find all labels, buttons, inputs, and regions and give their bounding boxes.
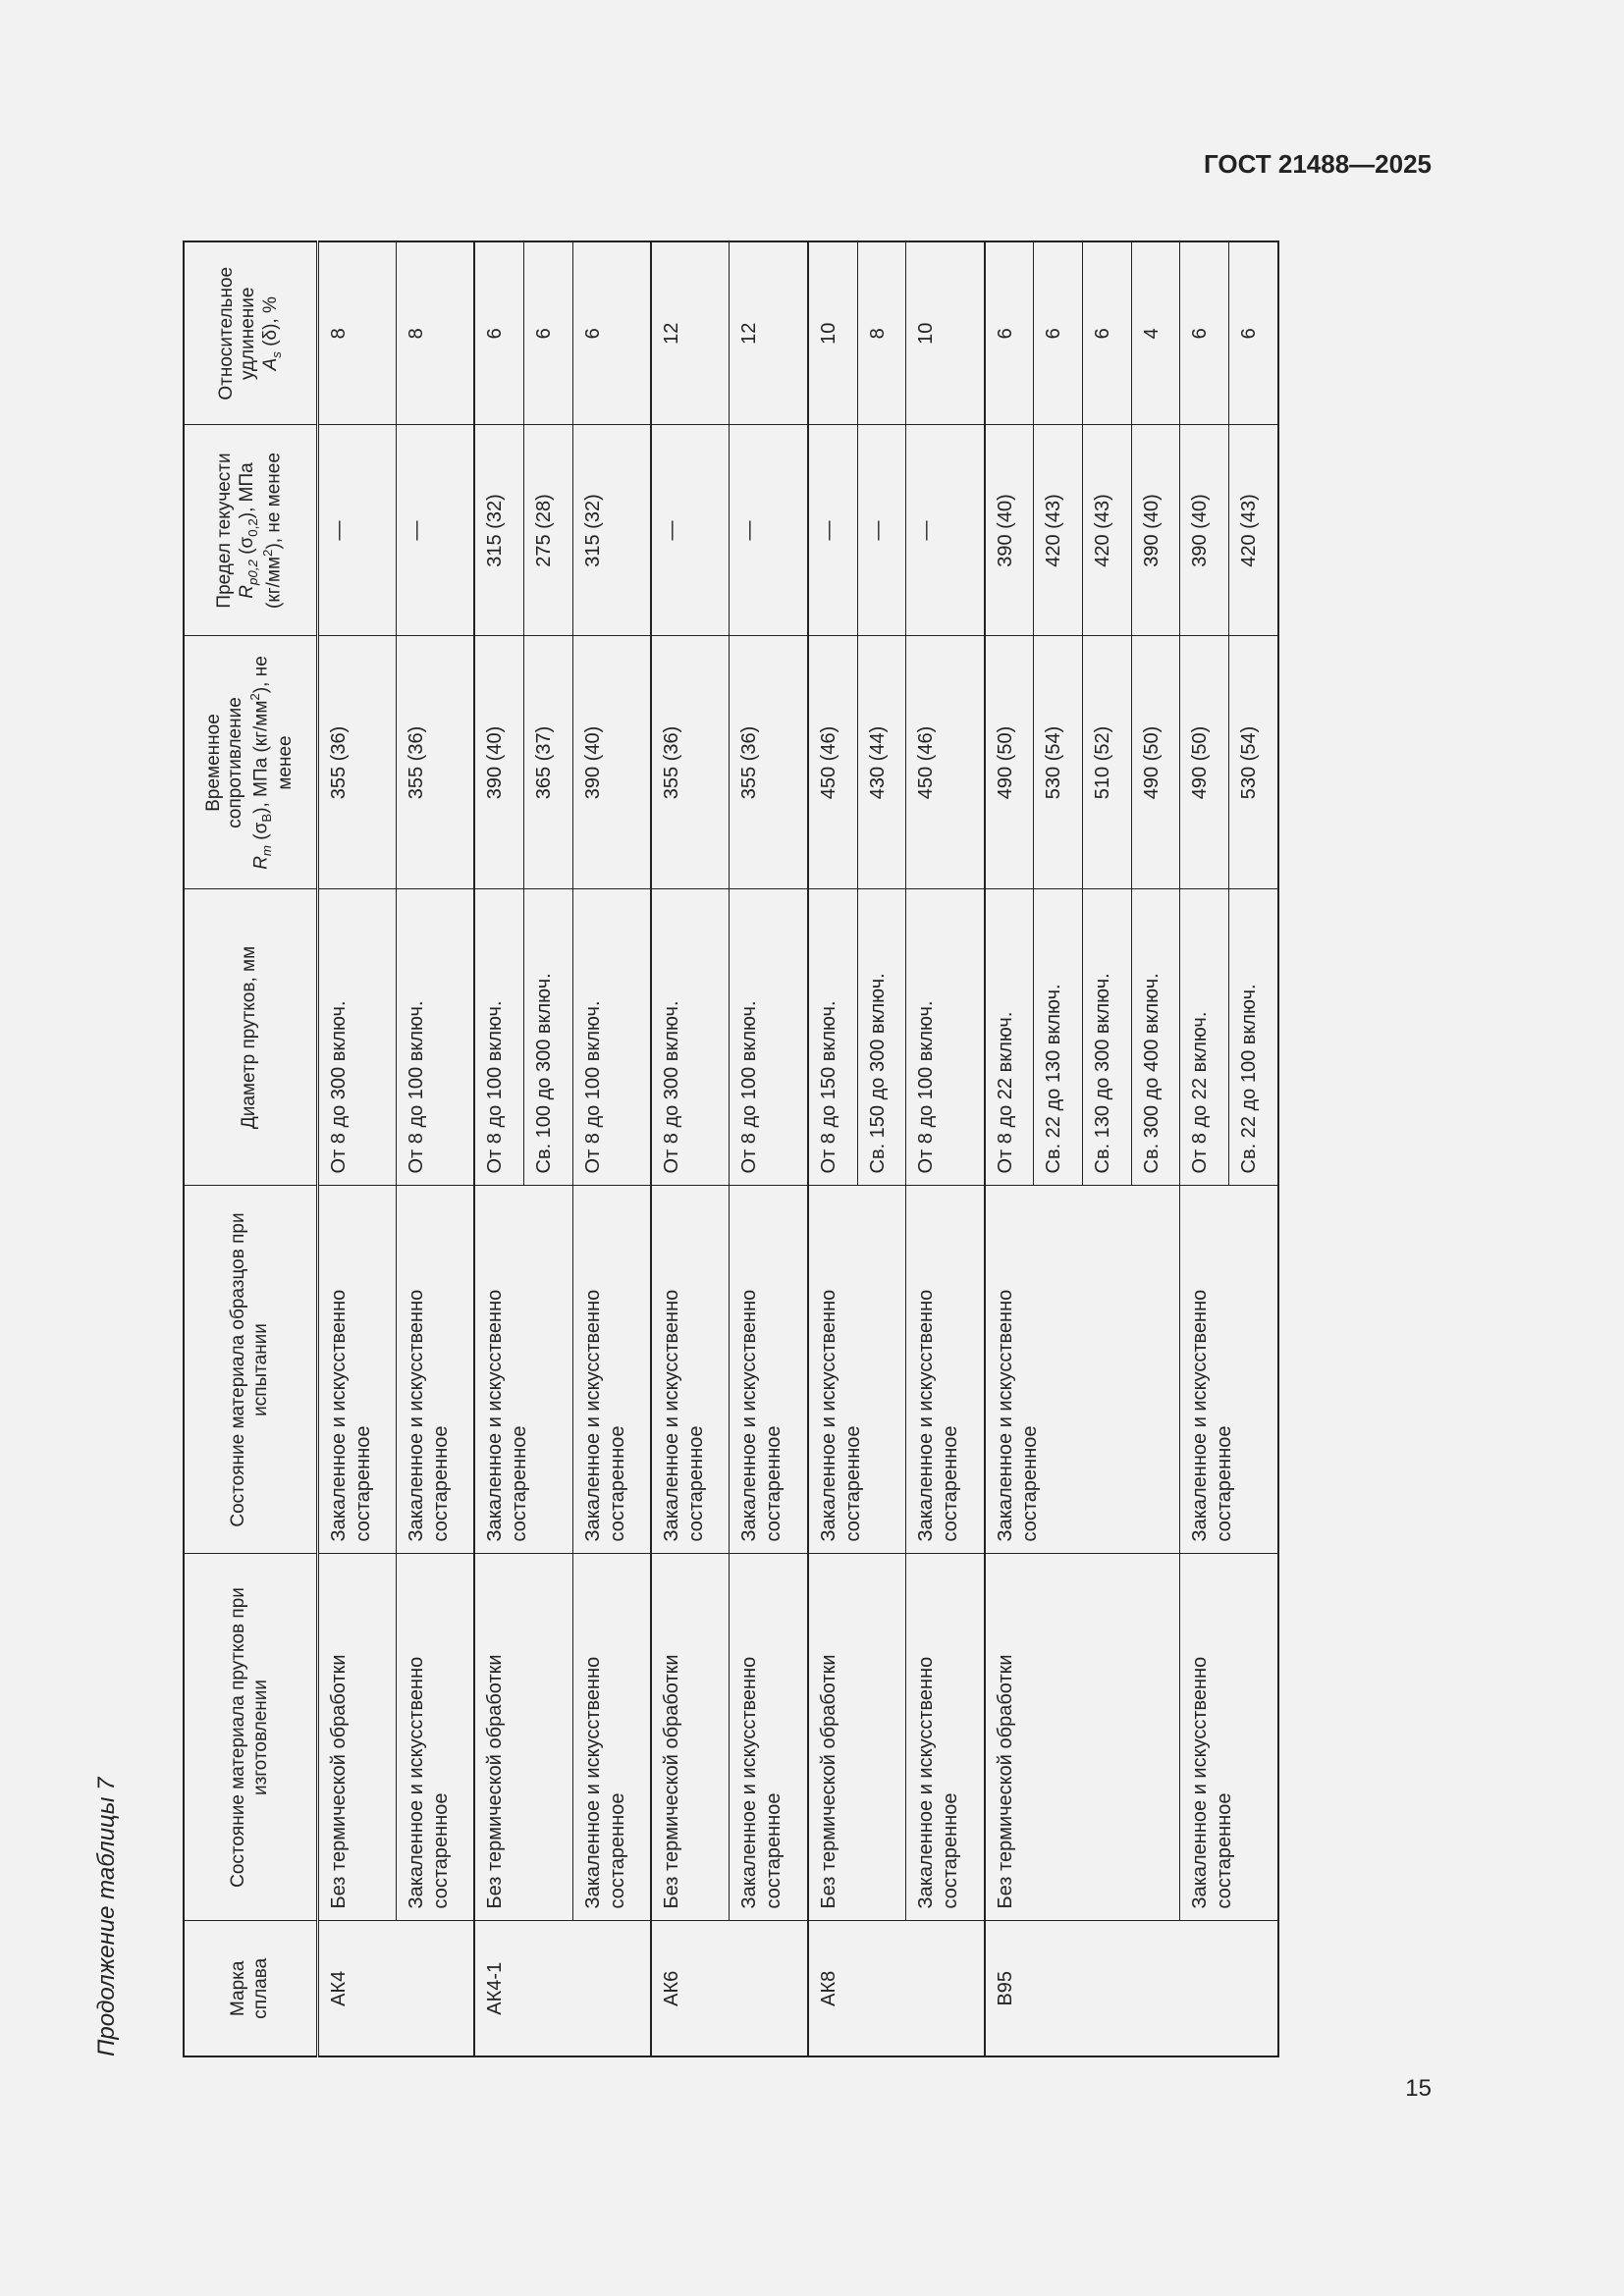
diameter-cell: От 8 до 150 включ.: [808, 889, 857, 1186]
table-row: [730, 241, 808, 2056]
yield-cell: —: [808, 425, 857, 636]
strength-cell: 390 (40): [572, 636, 651, 889]
header-tensile-strength: Временное сопротивление $R_m$ $(\sigma_B)$, МПа $(кг/мм^2)$, не менее: [184, 636, 317, 889]
strength-cell: 510 (52): [1083, 636, 1132, 889]
state-test-cell: Закаленное и искусственно состаренное: [985, 1186, 1180, 1554]
yield-cell: 390 (40): [1180, 425, 1229, 636]
elongation-cell: 6: [1180, 241, 1229, 425]
diameter-cell: От 8 до 100 включ.: [572, 889, 651, 1186]
strength-cell: 450 (46): [906, 636, 985, 889]
diameter-cell: От 8 до 300 включ.: [651, 889, 730, 1186]
table-caption: Продолжение таблицы 7: [93, 1777, 120, 2056]
table-row: [808, 241, 857, 2056]
elongation-cell: 10: [808, 241, 857, 425]
state-test-cell: Закаленное и искусственно состаренное: [396, 1186, 474, 1554]
state-test-cell: Закаленное и искусственно состаренное: [572, 1186, 651, 1554]
header-grade: Марка сплава: [184, 1921, 317, 2056]
state-manufacture-cell: Без термической обработки: [651, 1554, 730, 1921]
yield-cell: 315 (32): [474, 425, 523, 636]
diameter-cell: От 8 до 100 включ.: [730, 889, 808, 1186]
table-row: [396, 241, 474, 2056]
diameter-cell: От 8 до 22 включ.: [1180, 889, 1229, 1186]
elongation-cell: 6: [985, 241, 1034, 425]
table-row: [651, 241, 730, 2056]
strength-cell: 355 (36): [730, 636, 808, 889]
elongation-cell: 8: [857, 241, 906, 425]
grade-cell: АК4-1: [474, 1921, 651, 2056]
properties-table: [183, 240, 1279, 2057]
diameter-cell: Св. 100 до 300 включ.: [524, 889, 573, 1186]
header-diameter: Диаметр прутков, мм: [184, 889, 317, 1186]
yield-cell: 275 (28): [524, 425, 573, 636]
state-test-cell: Закаленное и искусственно состаренное: [906, 1186, 985, 1554]
strength-cell: 490 (50): [985, 636, 1034, 889]
strength-cell: 490 (50): [1180, 636, 1229, 889]
header-state-manufacture: Состояние материала прутков при изготовлении: [184, 1554, 317, 1921]
rotated-table-container: [183, 242, 1279, 2057]
yield-cell: 420 (43): [1229, 425, 1278, 636]
diameter-cell: От 8 до 300 включ.: [317, 889, 396, 1186]
strength-cell: 355 (36): [651, 636, 730, 889]
state-manufacture-cell: Без термической обработки: [317, 1554, 396, 1921]
state-test-cell: Закаленное и искусственно состаренное: [651, 1186, 730, 1554]
elongation-cell: 10: [906, 241, 985, 425]
state-test-cell: Закаленное и искусственно состаренное: [317, 1186, 396, 1554]
diameter-cell: От 8 до 100 включ.: [906, 889, 985, 1186]
header-elongation: Относительное удлинение $A_s$ (δ), %: [184, 241, 317, 425]
elongation-cell: 8: [317, 241, 396, 425]
diameter-cell: От 8 до 22 включ.: [985, 889, 1034, 1186]
elongation-cell: 12: [651, 241, 730, 425]
diameter-cell: От 8 до 100 включ.: [396, 889, 474, 1186]
strength-cell: 530 (54): [1229, 636, 1278, 889]
strength-cell: 355 (36): [317, 636, 396, 889]
table-row: [906, 241, 985, 2056]
state-test-cell: Закаленное и искусственно состаренное: [1180, 1186, 1278, 1554]
diameter-cell: От 8 до 100 включ.: [474, 889, 523, 1186]
strength-cell: 390 (40): [474, 636, 523, 889]
state-test-cell: Закаленное и искусственно состаренное: [474, 1186, 572, 1554]
state-manufacture-cell: Закаленное и искусственно состаренное: [396, 1554, 474, 1921]
diameter-cell: Св. 300 до 400 включ.: [1131, 889, 1180, 1186]
strength-cell: 530 (54): [1034, 636, 1083, 889]
yield-cell: 390 (40): [1131, 425, 1180, 636]
diameter-cell: Св. 150 до 300 включ.: [857, 889, 906, 1186]
header-state-test: Состояние материала образцов при испытании: [184, 1186, 317, 1554]
elongation-cell: 6: [1083, 241, 1132, 425]
yield-cell: 315 (32): [572, 425, 651, 636]
state-manufacture-cell: Закаленное и искусственно состаренное: [572, 1554, 651, 1921]
strength-cell: 355 (36): [396, 636, 474, 889]
diameter-cell: Св. 130 до 300 включ.: [1083, 889, 1132, 1186]
yield-cell: —: [857, 425, 906, 636]
state-manufacture-cell: Без термической обработки: [474, 1554, 572, 1921]
diameter-cell: Св. 22 до 100 включ.: [1229, 889, 1278, 1186]
grade-cell: АК8: [808, 1921, 985, 2056]
yield-cell: —: [396, 425, 474, 636]
diameter-cell: Св. 22 до 130 включ.: [1034, 889, 1083, 1186]
yield-cell: —: [651, 425, 730, 636]
state-manufacture-cell: Без термической обработки: [985, 1554, 1180, 1921]
strength-cell: 450 (46): [808, 636, 857, 889]
yield-cell: —: [317, 425, 396, 636]
table-row: [474, 241, 523, 2056]
state-manufacture-cell: Без термической обработки: [808, 1554, 906, 1921]
yield-cell: 390 (40): [985, 425, 1034, 636]
strength-cell: 490 (50): [1131, 636, 1180, 889]
table-row: [985, 241, 1034, 2056]
yield-cell: —: [906, 425, 985, 636]
state-manufacture-cell: Закаленное и искусственно состаренное: [730, 1554, 808, 1921]
document-id: ГОСТ 21488—2025: [1204, 149, 1432, 179]
header-yield-strength: Предел текучести $R_{p0,2}$ $(\sigma_{0,2})$, МПа $(кг/мм^2)$, не менее: [184, 425, 317, 636]
strength-cell: 430 (44): [857, 636, 906, 889]
page-number: 15: [1405, 2075, 1432, 2102]
strength-cell: 365 (37): [524, 636, 573, 889]
elongation-cell: 8: [396, 241, 474, 425]
yield-cell: —: [730, 425, 808, 636]
yield-cell: 420 (43): [1083, 425, 1132, 636]
grade-cell: АК4: [317, 1921, 474, 2056]
elongation-cell: 6: [1034, 241, 1083, 425]
table-row: [1180, 241, 1229, 2056]
yield-cell: 420 (43): [1034, 425, 1083, 636]
state-manufacture-cell: Закаленное и искусственно состаренное: [1180, 1554, 1278, 1921]
elongation-cell: 12: [730, 241, 808, 425]
elongation-cell: 4: [1131, 241, 1180, 425]
elongation-cell: 6: [474, 241, 523, 425]
table-row: [572, 241, 651, 2056]
elongation-cell: 6: [572, 241, 651, 425]
elongation-cell: 6: [524, 241, 573, 425]
state-test-cell: Закаленное и искусственно состаренное: [808, 1186, 906, 1554]
table-row: [317, 241, 396, 2056]
grade-cell: В95: [985, 1921, 1278, 2056]
grade-cell: АК6: [651, 1921, 808, 2056]
elongation-cell: 6: [1229, 241, 1278, 425]
state-manufacture-cell: Закаленное и искусственно состаренное: [906, 1554, 985, 1921]
state-test-cell: Закаленное и искусственно состаренное: [730, 1186, 808, 1554]
